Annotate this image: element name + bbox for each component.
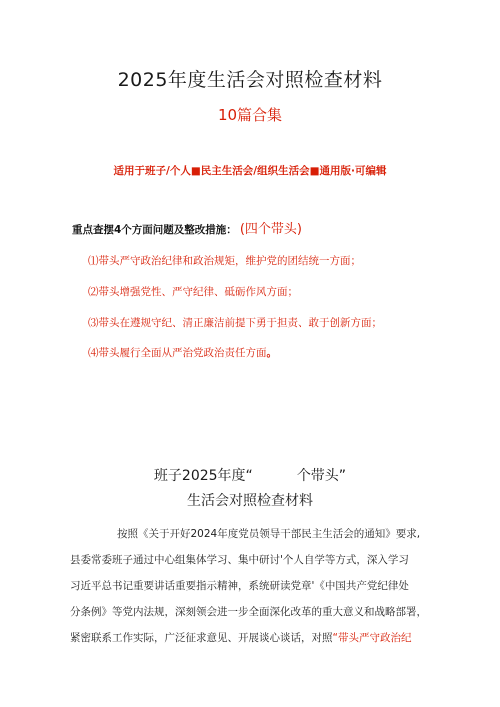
body-paragraph-line-5 (70, 630, 411, 645)
document-subtitle: 10篇合集 (217, 106, 283, 124)
document-title: 2025年度生活会对照检查材料 (117, 69, 383, 91)
section-title-part-a: 班子2025年度“ (153, 468, 253, 484)
key-points-paren: (四个带头) (239, 222, 302, 237)
key-point-item-4 (88, 345, 277, 360)
body-paragraph-line-2: 县委常委班子通过中心组集体学习、集中研讨'个人自学等方式，深入学习 (70, 554, 409, 566)
body-paragraph-line-3: 习近平总书记重要讲话重要指示精神，系统研读党章'《中国共产党纪律处 (70, 580, 409, 592)
section-title-line-1 (0, 465, 500, 485)
key-point-item-4-text: ⑷带头履行全面从严治党政治责任方面 (88, 347, 267, 359)
key-point-item-4-period: 。 (266, 347, 277, 359)
section-title-line-2: 生活会对照检查材料 (187, 493, 313, 509)
section-title-part-b: 个带头” (296, 468, 347, 484)
key-points-label: 重点查摆4个方面问题及整改措施： (72, 224, 237, 236)
key-point-item-1: ⑴带头严守政治纪律和政治规矩，维护党的团结统一方面； (88, 255, 361, 267)
body-paragraph-line-4: 分条例》等党内法规，深刻领会进一步全面深化改革的重大意义和战略部署， (70, 606, 427, 618)
scope-note: 适用于班子/个人■民主生活会/组织生活会■通用版·可编辑 (113, 165, 387, 177)
key-point-item-2: ⑵带头增强党性、严守纪律、砥砺作风方面； (88, 286, 298, 298)
body-paragraph-highlight: “带头严守政治纪 (332, 632, 412, 644)
key-points-heading (72, 218, 302, 237)
body-paragraph-line-1: 按照《关于开好2024年度党员领导干部民主生活会的通知》要求, (117, 528, 421, 540)
key-point-item-3: ⑶带头在遵规守纪、清正廉洁前提下勇于担责、敢于创新方面； (88, 317, 382, 329)
body-paragraph-line-5-text: 紧密联系工作实际，广泛征求意见、开展谈心谈话，对照 (70, 632, 333, 644)
